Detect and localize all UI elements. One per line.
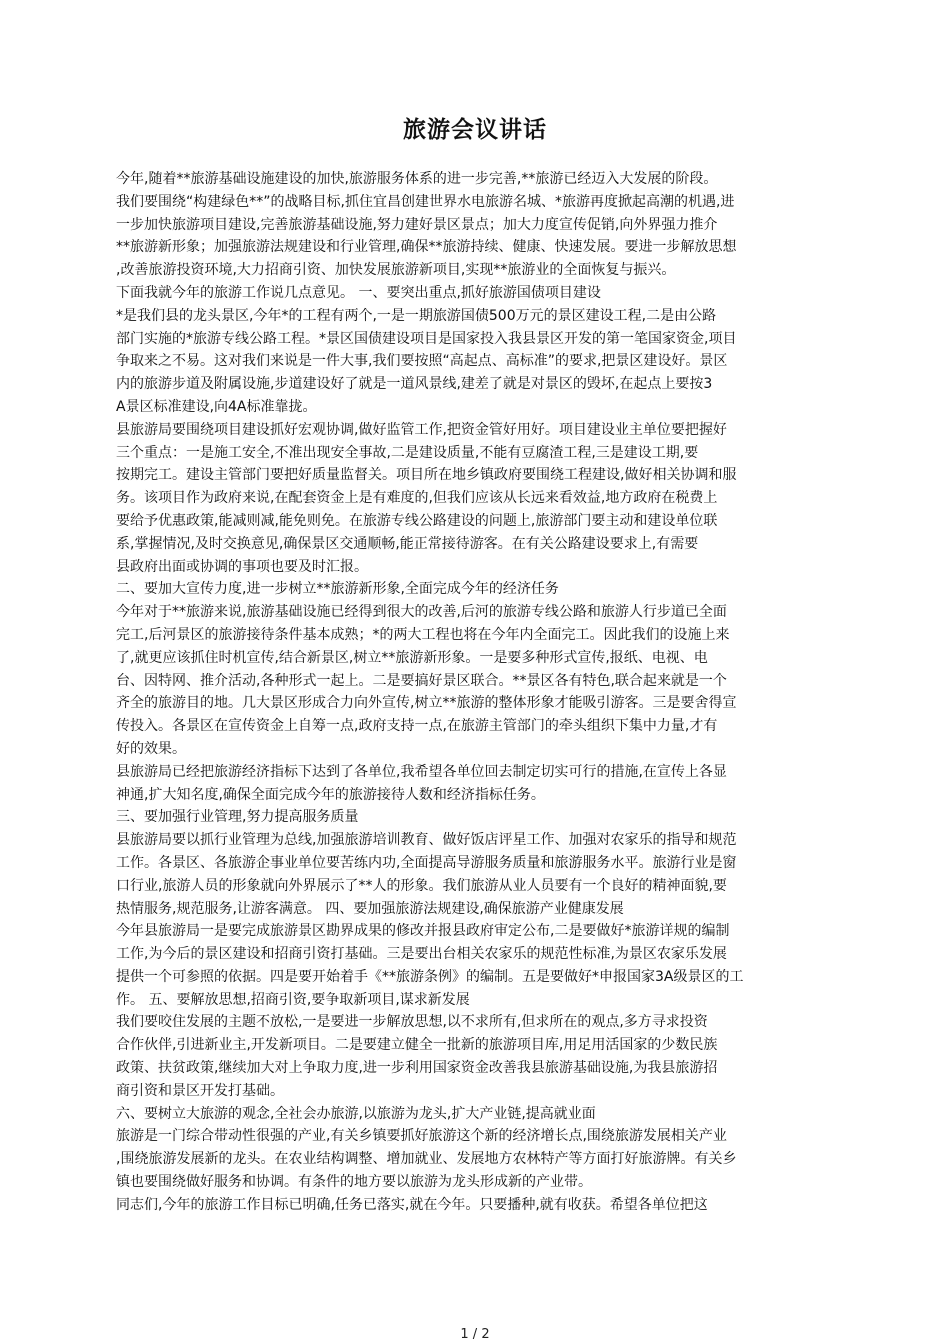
body-line: 三个重点：一是施工安全,不准出现安全事故,二是建设质量,不能有豆腐渣工程,三是建设工期,要: [116, 444, 699, 461]
body-line: 部门实施的*旅游专线公路工程。*景区国债建设项目是国家投入我县景区开发的第一笔国家资金,项目: [116, 330, 737, 347]
body-line: *是我们县的龙头景区,今年*的工程有两个,一是一期旅游国债500万元的景区建设工程,二是由公路: [116, 307, 717, 324]
body-line: 下面我就今年的旅游工作说几点意见。 一、要突出重点,抓好旅游国债项目建设: [116, 284, 601, 301]
page-indicator: 1 / 2: [460, 1327, 490, 1342]
body-line: 作。 五、要解放思想,招商引资,要争取新项目,谋求新发展: [116, 991, 470, 1008]
document-title: 旅游会议讲话: [403, 117, 547, 143]
body-line: 工作,为今后的景区建设和招商引资打基础。三是要出台相关农家乐的规范性标准,为景区农家乐发展: [116, 946, 727, 963]
body-line: 今年对于**旅游来说,旅游基础设施已经得到很大的改善,后河的旅游专线公路和旅游人行步道已全面: [116, 604, 727, 621]
body-line: 政策、扶贫政策,继续加大对上争取力度,进一步利用国家资金改善我县旅游基础设施,为我县旅游招: [116, 1060, 718, 1077]
body-line: 县政府出面或协调的事项也要及时汇报。: [116, 558, 368, 575]
body-line: 今年,随着**旅游基础设施建设的加快,旅游服务体系的进一步完善,**旅游已经迈入大发展的阶段。: [116, 171, 718, 187]
body-line: 按期完工。建设主管部门要把好质量监督关。项目所在地乡镇政府要围绕工程建设,做好相关协调和服: [116, 467, 737, 484]
body-line: 六、要树立大旅游的观念,全社会办旅游,以旅游为龙头,扩大产业链,提高就业面: [116, 1105, 596, 1122]
body-line: 旅游是一门综合带动性很强的产业,有关乡镇要抓好旅游这个新的经济增长点,围绕旅游发展相关产业: [116, 1128, 727, 1145]
body-line: 传投入。各景区在宣传资金上自筹一点,政府支持一点,在旅游主管部门的牵头组织下集中力量,才有: [116, 718, 718, 735]
document-body: [116, 168, 836, 1217]
body-line: 我们要围绕“构建绿色**”的战略目标,抓住宜昌创建世界水电旅游名城、*旅游再度掀起高潮的机遇,进: [116, 193, 735, 210]
body-line: 镇也要围绕做好服务和协调。有条件的地方要以旅游为龙头形成新的产业带。: [116, 1174, 592, 1191]
body-line: 争取来之不易。这对我们来说是一件大事,我们要按照“高起点、高标准”的要求,把景区建设好。景区: [116, 353, 728, 370]
body-line: A景区标准建设,向4A标准靠拢。: [116, 398, 317, 415]
body-line: 务。该项目作为政府来说,在配套资金上是有难度的,但我们应该从长远来看效益,地方政府在税费上: [116, 490, 718, 507]
body-line: 内的旅游步道及附属设施,步道建设好了就是一道风景线,建差了就是对景区的毁坏,在起点上要按3: [116, 376, 713, 393]
body-line: 二、要加大宣传力度,进一步树立**旅游新形象,全面完成今年的经济任务: [116, 581, 559, 598]
body-line: ,围绕旅游发展新的龙头。在农业结构调整、增加就业、发展地方农林特产等方面打好旅游牌。有关乡: [116, 1151, 737, 1168]
body-line: 县旅游局要以抓行业管理为总线,加强旅游培训教育、做好饭店评星工作、加强对农家乐的指导和规范: [116, 832, 737, 849]
body-line: 工作。各景区、各旅游企事业单位要苦练内功,全面提高导游服务质量和旅游服务水平。旅游行业是窗: [116, 854, 737, 871]
body-line: 今年县旅游局一是要完成旅游景区勘界成果的修改并报县政府审定公布,二是要做好*旅游详规的编制: [116, 923, 730, 940]
body-line: 了,就更应该抓住时机宣传,结合新景区,树立**旅游新形象。一是要多种形式宣传,报纸、电视、电: [116, 649, 708, 666]
body-line: 县旅游局已经把旅游经济指标下达到了各单位,我希望各单位回去制定切实可行的措施,在宣传上各显: [116, 763, 727, 780]
body-line: **旅游新形象；加强旅游法规建设和行业管理,确保**旅游持续、健康、快速发展。要进一步解放思想: [116, 239, 737, 256]
body-line: 同志们,今年的旅游工作目标已明确,任务已落实,就在今年。只要播种,就有收获。希望各单位把这: [116, 1196, 708, 1213]
body-line: 齐全的旅游目的地。几大景区形成合力向外宣传,树立**旅游的整体形象才能吸引游客。三是要舍得宣: [116, 695, 737, 712]
body-line: 口行业,旅游人员的形象就向外界展示了**人的形象。我们旅游从业人员要有一个良好的精神面貌,要: [116, 877, 727, 894]
body-line: ,改善旅游投资环境,大力招商引资、加快发展旅游新项目,实现**旅游业的全面恢复与振兴。: [116, 262, 676, 279]
body-line: 热情服务,规范服务,让游客满意。 四、要加强旅游法规建设,确保旅游产业健康发展: [116, 900, 624, 917]
body-line: 提供一个可参照的依据。四是要开始着手《**旅游条例》的编制。五是要做好*申报国家3A级景区的工: [116, 968, 744, 985]
body-line: 我们要咬住发展的主题不放松,一是要进一步解放思想,以不求所有,但求所在的观点,多方寻求投资: [116, 1014, 708, 1031]
body-line: 系,掌握情况,及时交换意见,确保景区交通顺畅,能正常接待游客。在有关公路建设要求上,有需要: [116, 535, 699, 552]
body-line: 要给予优惠政策,能减则减,能免则免。在旅游专线公路建设的问题上,旅游部门要主动和建设单位联: [116, 512, 718, 529]
body-line: 一步加快旅游项目建设,完善旅游基础设施,努力建好景区景点；加大力度宣传促销,向外界强力推介: [116, 216, 718, 233]
body-line: 好的效果。: [116, 740, 186, 757]
body-line: 县旅游局要围绕项目建设抓好宏观协调,做好监管工作,把资金管好用好。项目建设业主单位要把握好: [116, 421, 727, 438]
body-line: 神通,扩大知名度,确保全面完成今年的旅游接待人数和经济指标任务。: [116, 786, 545, 803]
body-line: 三、要加强行业管理,努力提高服务质量: [116, 809, 359, 826]
body-line: 台、因特网、推介活动,各种形式一起上。二是要搞好景区联合。**景区各有特色,联合起来就是一个: [116, 672, 727, 689]
body-line: 商引资和景区开发打基础。: [116, 1082, 284, 1099]
body-line: 完工,后河景区的旅游接待条件基本成熟；*的两大工程也将在今年内全面完工。因此我们的设施上来: [116, 626, 730, 643]
body-line: 合作伙伴,引进新业主,开发新项目。二是要建立健全一批新的旅游项目库,用足用活国家的少数民族: [116, 1037, 718, 1054]
